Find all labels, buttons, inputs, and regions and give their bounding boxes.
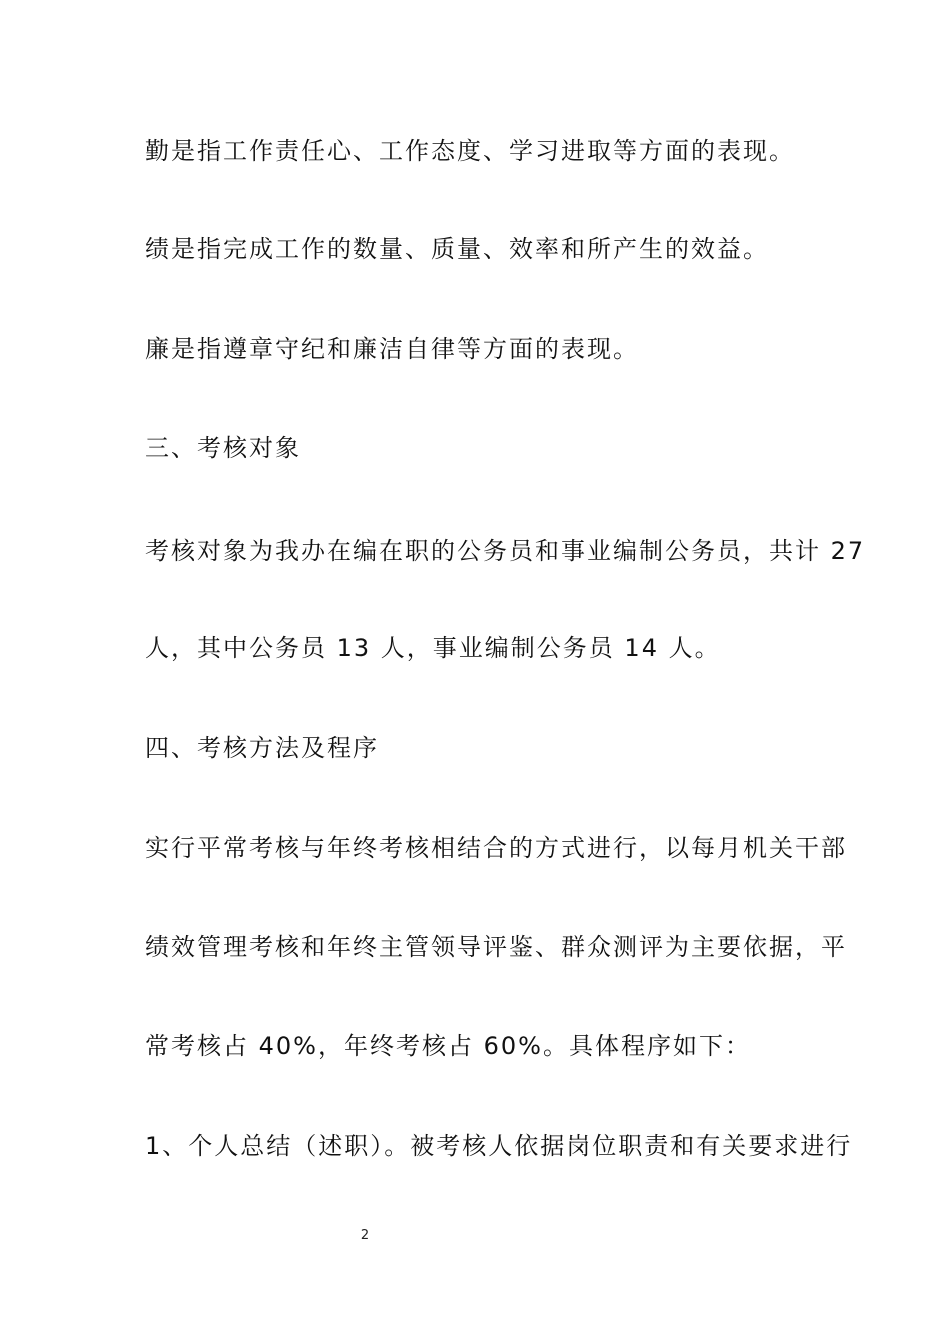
section-heading-assessment-subjects: 三、考核对象 [145,434,301,462]
paragraph-methods-line-3: 常考核占 40%，年终考核占 60%。具体程序如下： [145,1032,751,1060]
paragraph-methods-line-1: 实行平常考核与年终考核相结合的方式进行，以每月机关干部 [145,834,847,862]
paragraph-subjects-line-2: 人，其中公务员 13 人，事业编制公务员 14 人。 [145,634,721,662]
paragraph-performance: 绩是指完成工作的数量、质量、效率和所产生的效益。 [145,235,769,263]
page-number: 2 [360,1228,370,1243]
paragraph-subjects-line-1: 考核对象为我办在编在职的公务员和事业编制公务员，共计 27 [145,537,866,565]
procedure-step-1: 1、个人总结（述职）。被考核人依据岗位职责和有关要求进行 [145,1132,853,1160]
paragraph-methods-line-2: 绩效管理考核和年终主管领导评鉴、群众测评为主要依据，平 [145,933,847,961]
paragraph-diligence: 勤是指工作责任心、工作态度、学习进取等方面的表现。 [145,137,795,165]
section-heading-methods-procedure: 四、考核方法及程序 [145,734,379,762]
paragraph-integrity: 廉是指遵章守纪和廉洁自律等方面的表现。 [145,335,639,363]
